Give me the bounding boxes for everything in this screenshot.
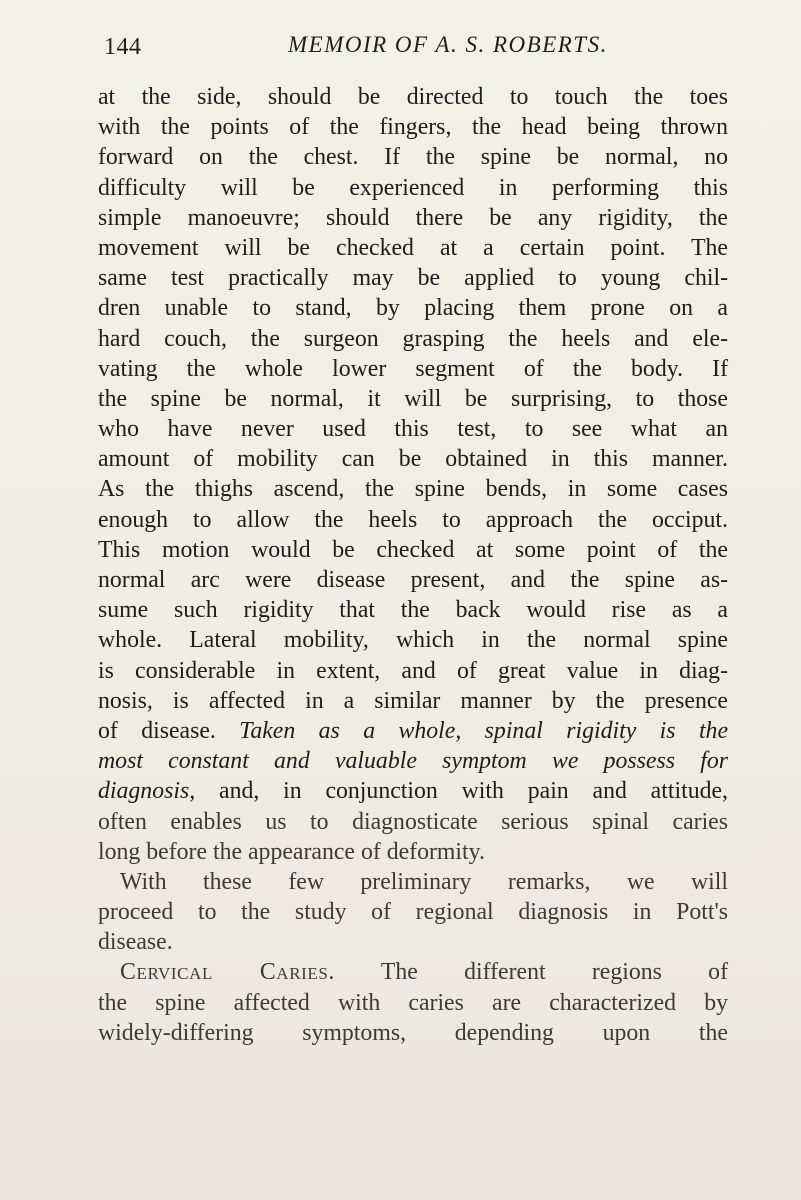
paragraph-end-line: disease.: [98, 929, 173, 956]
text-line: the spine be normal, it will be surprising, to those: [98, 385, 728, 412]
paragraph-end-line: long before the appearance of deformity.: [98, 838, 485, 865]
text-line: proceed to the study of regional diagnosis in Pott's: [98, 899, 728, 926]
italic-emphasis: diagnosis,: [98, 778, 196, 805]
italic-emphasis: Taken as a whole, spinal rigidity is the: [239, 717, 729, 744]
text-line: simple manoeuvre; should there be any rigidity, the: [98, 204, 728, 231]
text-line: normal arc were disease present, and the spine as-: [98, 567, 728, 593]
page-number: 144: [104, 34, 142, 60]
running-head: MEMOIR OF A. S. ROBERTS.: [288, 32, 608, 57]
text-line: vating the whole lower segment of the body. If: [98, 355, 728, 382]
text-line: movement will be checked at a certain point. The: [98, 234, 728, 261]
section-heading: Cervical Caries.: [120, 959, 335, 986]
text-line: difficulty will be experienced in performing this: [98, 174, 728, 201]
text-line: forward on the chest. If the spine be normal, no: [98, 144, 728, 171]
text-line-mixed: [98, 776, 728, 806]
text-line: dren unable to stand, by placing them prone on a: [98, 295, 728, 322]
text-line: As the thighs ascend, the spine bends, in some cases: [98, 476, 728, 503]
page-header: [100, 30, 720, 70]
roman-text: and, in conjunction with pain and attitude,: [195, 778, 728, 805]
text-line: enough to allow the heels to approach the occiput.: [98, 506, 728, 533]
text-line: with the points of the fingers, the head being thrown: [98, 114, 728, 141]
section-heading-line: [98, 957, 728, 987]
text-line: hard couch, the surgeon grasping the heels and ele-: [98, 325, 728, 352]
text-line: sume such rigidity that the back would rise as a: [98, 597, 728, 624]
roman-text: The different regions of: [334, 959, 728, 986]
text-line: at the side, should be directed to touch the toes: [98, 84, 728, 110]
text-line: This motion would be checked at some point of the: [98, 536, 728, 563]
body-text: [98, 82, 728, 1048]
italic-emphasis-line: most constant and valuable symptom we possess for: [98, 748, 728, 775]
text-line: widely-differing symptoms, depending upon the: [98, 1019, 728, 1046]
text-line: nosis, is affected in a similar manner by the presence: [98, 687, 728, 714]
text-line: the spine affected with caries are characterized by: [98, 989, 728, 1016]
text-line: whole. Lateral mobility, which in the normal spine: [98, 627, 728, 654]
text-line-mixed: [98, 716, 728, 746]
text-line: same test practically may be applied to young chil-: [98, 265, 728, 292]
text-line: often enables us to diagnosticate serious spinal caries: [98, 808, 728, 835]
text-line: With these few preliminary remarks, we will: [120, 868, 728, 895]
text-line: who have never used this test, to see what an: [98, 416, 728, 443]
text-line: amount of mobility can be obtained in this manner.: [98, 446, 728, 473]
roman-text: of disease.: [98, 717, 240, 744]
text-line: is considerable in extent, and of great value in diag-: [98, 657, 728, 684]
